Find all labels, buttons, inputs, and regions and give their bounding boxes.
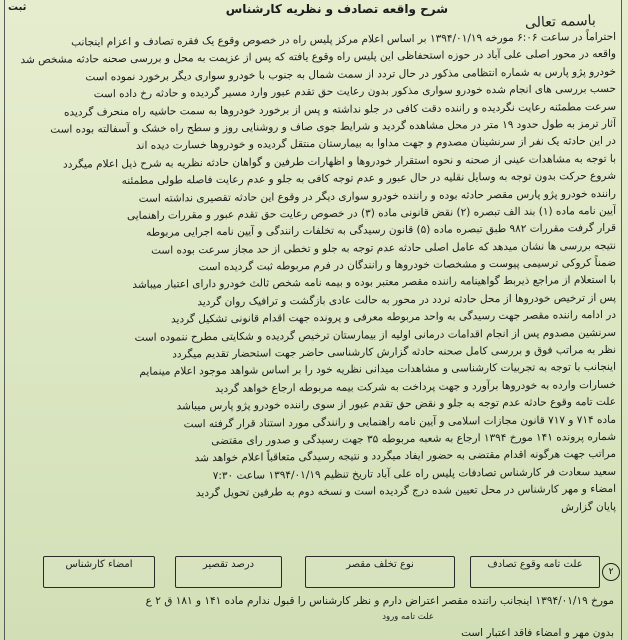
- report-line: در ادامه راننده مقصر جهت رسیدگی به واحد مربوطه معرفی و پرونده جهت اقدام قانونی تشکیل گردید: [171, 309, 616, 326]
- report-line: سرنشین مصدوم پس از انجام اقدامات درمانی اولیه از بیمارستان ترخیص گردیده و شکایتی مطرح ننموده است: [134, 326, 616, 344]
- right-margin-line: [621, 0, 622, 640]
- report-line: شروع حرکت بدون توجه به وسایل نقلیه در حال عبور و عدم توجه کافی به جلو و عدم رعایت فاصله طولی مطمئنه: [121, 169, 616, 188]
- report-footer: [14, 593, 614, 639]
- report-line: نظر به مراتب فوق و بررسی کامل صحنه حادثه گزارش کارشناسی حاضر جهت استحضار تقدیم میگردد: [172, 343, 616, 361]
- report-line: واقعه در محور اصلی علی آباد در حوزه استحفاظی این پلیس راه وقوع یافته که پس از عزیمت به محل و بررسی صحنه حادثه مشخص شد: [20, 48, 616, 67]
- report-line: امضاء و مهر کارشناس در محل تعیین شده درج گردیده است و نسخه دوم به طرفین تحویل گردید: [195, 482, 616, 500]
- report-line: سرعت مطمئنه رعایت نگردیده و راننده دقت کافی در جلو نداشته و پس از برخورد خودروها به سمت حاشیه راه منحرف گردیده: [63, 100, 616, 119]
- report-line: نتیجه بررسی ها نشان میدهد که عامل اصلی حادثه عدم توجه به جلو و تخطی از حد مجاز سرعت بوده است: [151, 239, 616, 257]
- report-line: آیین نامه ماده (۱) بند الف تبصره (۲) نقض قانونی ماده (۳) در خصوص رعایت حق تقدم عبور و مقررات راهنمایی: [126, 204, 616, 222]
- report-line: راننده خودرو پژو پارس مقصر حادثه بوده و راننده خودرو سواری دیگر در وقوع این حادثه تقصیری نداشته است: [138, 187, 616, 205]
- handwritten-heading: باسمه تعالی: [524, 12, 597, 32]
- report-line: پایان گزارش: [561, 500, 616, 513]
- footer-validity-line: بدون مهر و امضاء فاقد اعتبار است: [461, 627, 614, 639]
- report-line: خودرو پژو پارس به شماره انتظامی مذکور در حال تردد از سمت شمال به جنوب با خودرو سواری دیگر برخورد نموده است: [85, 65, 616, 84]
- report-line: سعید سعادت فر کارشناس تصادفات پلیس راه علی آباد تاریخ تنظیم ۱۳۹۴/۰۱/۱۹ ساعت ۷:۳۰: [212, 465, 616, 482]
- signature-box: امضاء کارشناس: [43, 556, 155, 588]
- report-line: ماده ۷۱۴ و ۷۱۷ قانون مجازات اسلامی و آیین نامه راهنمایی و رانندگی مورد استناد قرار گرفته است: [183, 413, 616, 430]
- report-line: قرار گرفت مقررات ۹۸۲ طبق تبصره ماده (۵) قانون رسیدگی به تخلفات رانندگی و آیین نامه اجرایی مربوطه: [146, 222, 616, 240]
- violation-type-box: نوع تخلف مقصر: [305, 556, 455, 588]
- report-line: ضمناً کروکی ترسیمی پیوست و مشخصات خودروها و رانندگان در فرم مربوطه ثبت گردیده است: [198, 256, 616, 274]
- report-line: علت تامه وقوع حادثه عدم توجه به جلو و نقض حق تقدم عبور از سوی راننده خودرو پژو پارس میباشد: [176, 396, 616, 413]
- report-line: پس از ترخیص خودروها از محل حادثه تردد در محور به حالت عادی بازگشت و ترافیک روان گردید: [197, 291, 616, 309]
- report-line: آثار ترمز به طول حدود ۱۹ متر در محل مشاهده گردید و شرایط جوی صاف و روشنایی روز و سطح راه خشک و آسفالته بوده است: [50, 117, 616, 136]
- fault-percent-box: درصد تقصیر: [175, 556, 282, 588]
- report-line: مراتب جهت هرگونه اقدام مقتضی به حضور ایفاد میگردد و نتیجه رسیدگی متعاقباً اعلام خواهد شد: [194, 448, 616, 465]
- summary-boxes: [35, 556, 610, 590]
- report-line: اینجانب با توجه به تجربیات کارشناسی و مشاهدات میدانی نظریه خود را بر اساس شواهد موجود اعلام مینمایم: [139, 361, 616, 379]
- footer-objection-line: مورخ ۱۳۹۴/۰۱/۱۹ اینجانب راننده مقصر اعتراض دارم و نظر کارشناس را قبول ندارم ماده ۱۴۱ و ۱۸۱ ق ۲ ع: [145, 595, 614, 607]
- form-side-label: ثبت: [8, 2, 27, 13]
- report-line: احتراماً در ساعت ۶:۰۶ مورخه ۱۳۹۴/۰۱/۱۹ بر اساس اعلام مرکز پلیس راه در خصوص وقوع یک فقره تصادف و اعزام اینجانب: [71, 30, 616, 49]
- report-line: حسب بررسی های انجام شده خودرو سواری مذکور بدون رعایت حق تقدم عبور وارد مسیر گردیده و حادثه رخ داده است: [93, 83, 616, 101]
- report-line: شماره پرونده ۱۴۱ مورخ ۱۳۹۴ ارجاع به شعبه مربوطه ۳۵ جهت رسیدگی و صدور رای مقتضی: [211, 430, 616, 448]
- report-line: خسارات وارده به خودروها برآورد و جهت پرداخت به شرکت بیمه مربوطه ارجاع خواهد گردید: [215, 378, 616, 395]
- section-number-circle: ۲: [602, 563, 620, 581]
- report-line: با استعلام از مراجع ذیربط گواهینامه راننده مقصر معتبر بوده و بیمه نامه شخص ثالث خودرو دارای اعتبار میباشد: [132, 274, 616, 292]
- left-margin-line: [4, 0, 5, 640]
- form-title: شرح واقعه تصادف و نظریه کارشناس: [225, 2, 448, 16]
- handwritten-report-body: [11, 32, 616, 572]
- report-line: در این حادثه یک نفر از سرنشینان مصدوم و جهت مداوا به بیمارستان منتقل گردیده و خودروها خسارت دیده اند: [136, 135, 616, 153]
- footer-note: علت تامه ورود: [382, 612, 434, 622]
- cause-box: علت تامه وقوع تصادف: [470, 556, 600, 588]
- report-line: با توجه به مشاهدات عینی از صحنه و نحوه استقرار خودروها و اظهارات طرفین و گواهان حادثه نظریه به شرح ذیل اعلام میگردد: [63, 152, 616, 171]
